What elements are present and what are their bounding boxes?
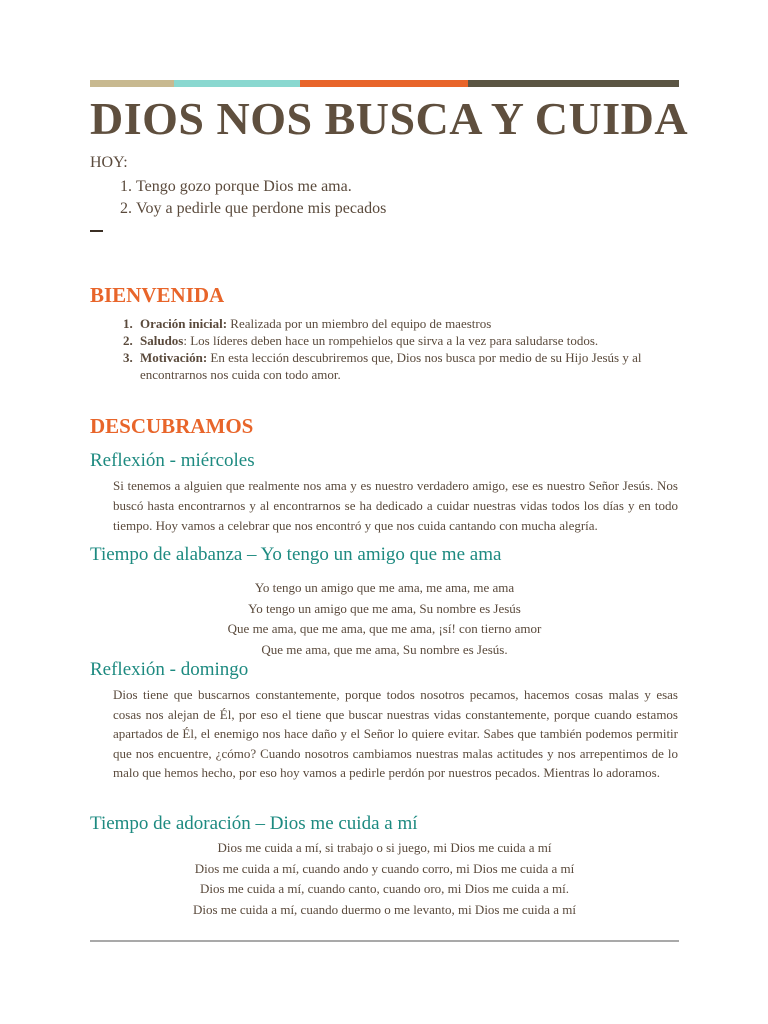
lyric-line: Yo tengo un amigo que me ama, me ama, me ama xyxy=(254,580,515,595)
subheading-reflexion-miercoles: Reflexión - miércoles xyxy=(90,450,255,471)
section-heading-bienvenida: BIENVENIDA xyxy=(90,283,225,307)
lyric-line: Que me ama, que me ama, Su nombre es Jesús. xyxy=(261,641,508,657)
subheading-tiempo-alabanza: Tiempo de alabanza – Yo tengo un amigo que me ama xyxy=(90,544,502,565)
list-item: 1. Tengo gozo porque Dios me ama. xyxy=(136,176,386,198)
hoy-label: HOY: xyxy=(90,154,128,171)
divider-dash xyxy=(90,230,103,232)
item-text: : Los líderes deben hace un rompehielos que sirva a la vez para saludarse todos. xyxy=(183,333,599,348)
lyric-line: Dios me cuida a mí, cuando ando y cuando corro, mi Dios me cuida a mí xyxy=(194,860,575,876)
bienvenida-list xyxy=(112,315,702,383)
subheading-reflexion-domingo: Reflexión - domingo xyxy=(90,659,249,680)
lyric-line: Dios me cuida a mí, si trabajo o si juego, mi Dios me cuida a mí xyxy=(217,840,552,855)
adoracion-lyrics xyxy=(90,838,679,920)
list-item xyxy=(136,349,702,383)
list-item xyxy=(136,315,702,332)
list-item xyxy=(136,332,702,349)
lyric-line: Dios me cuida a mí, cuando canto, cuando oro, mi Dios me cuida a mí. xyxy=(200,881,569,896)
item-label: Saludos xyxy=(140,333,184,348)
item-label: Motivación: xyxy=(140,350,208,365)
bottom-divider xyxy=(90,940,679,942)
page-title: DIOS NOS BUSCA Y CUIDA xyxy=(90,93,689,144)
color-bar-segment-teal xyxy=(174,80,300,87)
list-item: 2. Voy a pedirle que perdone mis pecados xyxy=(136,198,386,220)
item-text: En esta lección descubriremos que, Dios nos busca por medio de su Hijo Jesús y al encontrarnos nos cuida con todo amor. xyxy=(140,350,642,382)
reflexion-miercoles-text: Si tenemos a alguien que realmente nos ama y es nuestro verdadero amigo, ese es nuestro Señor Jesús. Nos buscó hasta encontrarnos y al encontrarnos se ha dedicado a cuidar nuestras vidas todos los días y en todo tiempo. Hoy vamos a celebrar que nos encontró y que nos cuida cantando con mucha alegría. xyxy=(113,478,678,533)
item-label: Oración inicial: xyxy=(140,316,228,331)
reflexion-domingo-text: Dios tiene que buscarnos constantemente, porque todos nosotros pecamos, hacemos cosas malas y esas cosas nos alejan de Él, por eso el tiene que buscar nuestras vidas constantemente, porque cuando estamos apartados de Él, el enemigo nos hace daño y el Señor lo quiere evitar. Sabes que también podemos permitir que nos encuentre, ¿cómo? Cuando nosotros cambiamos nuestras malas actitudes y nos arrepentimos de lo malo que hemos hecho, por eso hoy vamos a pedirle perdón por nuestros pecados. Mientras lo adoramos. xyxy=(113,687,678,781)
lyric-line: Que me ama, que me ama, que me ama, ¡sí! con tierno amor xyxy=(227,621,542,636)
hoy-goals-list xyxy=(112,176,386,220)
color-bar-segment-orange xyxy=(300,80,468,87)
decorative-color-bar xyxy=(90,80,679,87)
lyric-line: Yo tengo un amigo que me ama, Su nombre es Jesús xyxy=(248,600,521,616)
subheading-tiempo-adoracion: Tiempo de adoración – Dios me cuida a mí xyxy=(90,813,418,834)
alabanza-lyrics xyxy=(90,578,679,660)
color-bar-segment-tan xyxy=(90,80,174,87)
item-text: Realizada por un miembro del equipo de maestros xyxy=(227,316,492,331)
color-bar-segment-olive xyxy=(468,80,679,87)
lyric-line: Dios me cuida a mí, cuando duermo o me levanto, mi Dios me cuida a mí xyxy=(192,901,577,917)
section-heading-descubramos: DESCUBRAMOS xyxy=(90,414,254,438)
